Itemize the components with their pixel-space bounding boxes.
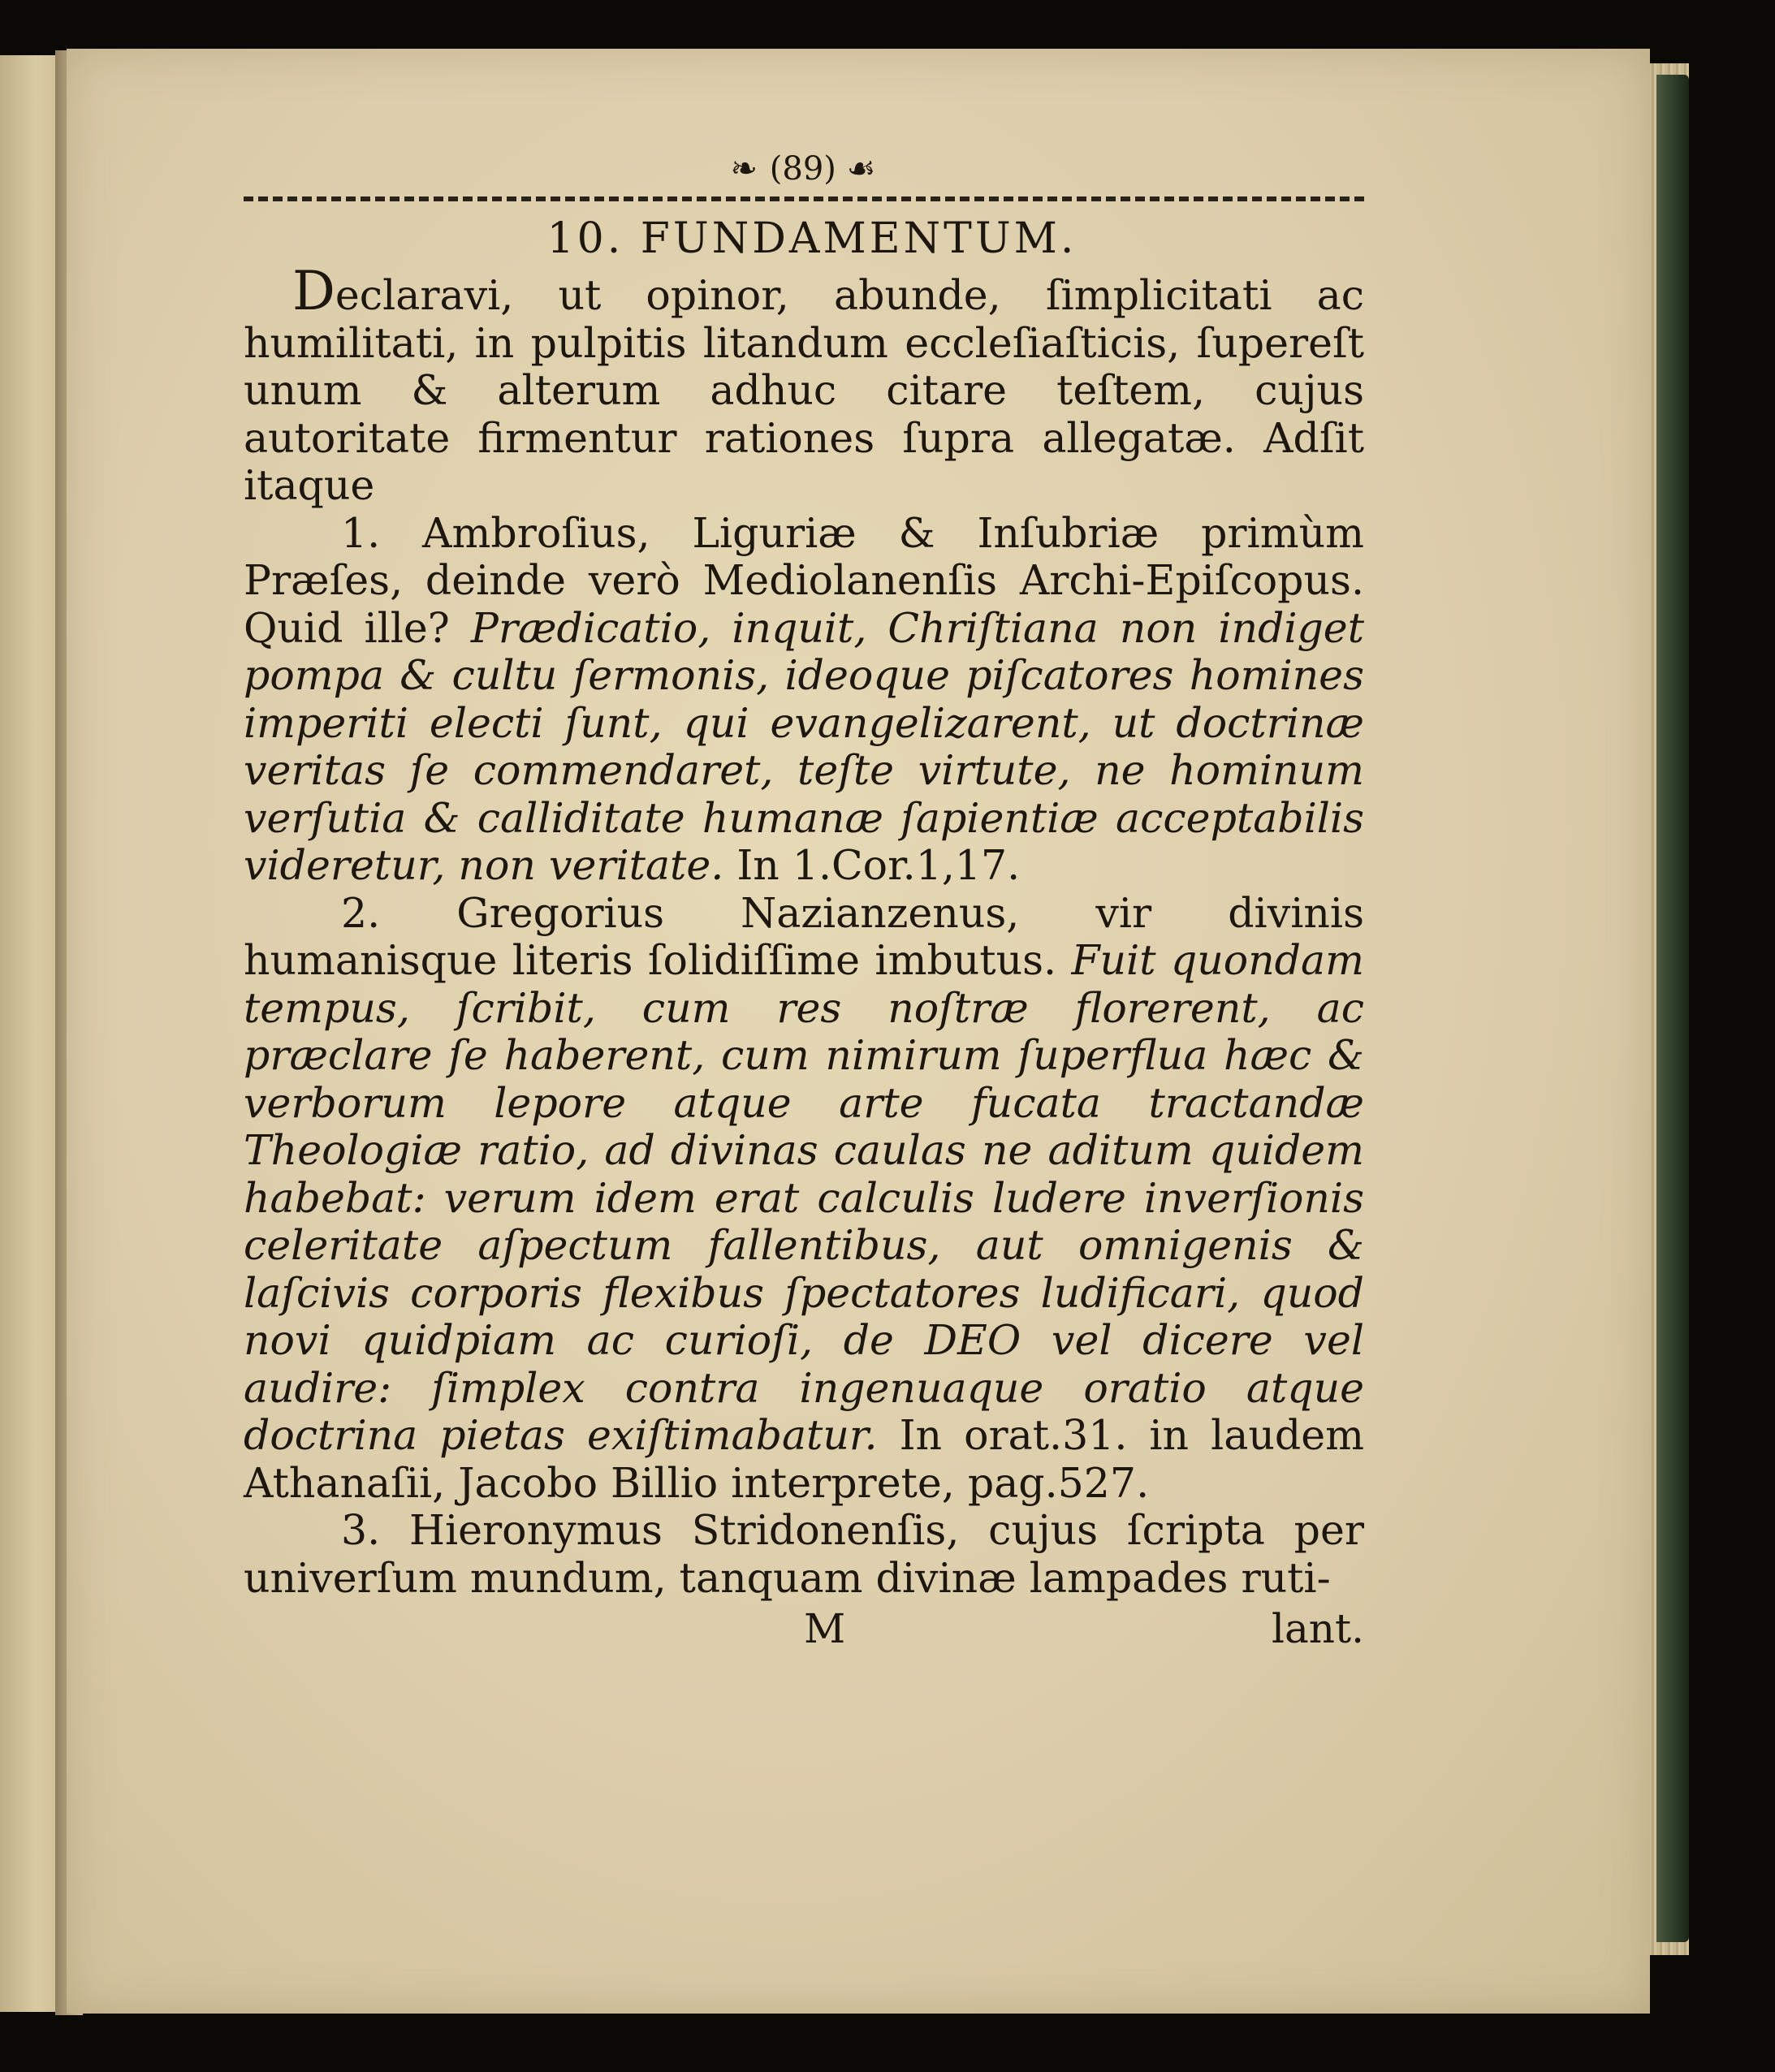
- gregorius-quote: Fuit quondam tempus, ſcribit, cum res noſtræ florerent, ac præclare ſe haberent, cum nimirum ſuperflua hæc & verborum lepore atque arte fucata tractandæ Theologiæ ratio, ad divinas caulas ne aditum quidem habebat: verum idem erat calculis ludere inverſionis celeritate aſpectum fallentibus, aut omnigenis & laſcivis corporis flexibus ſpectatores ludificari, quod novi quidpiam ac curioſi, de DEO vel dicere vel audire: ſimplex contra ingenuaque oratio atque doctrina pietas exiſtimabatur.: [244, 936, 1364, 1459]
- testimony-gregorius: [244, 890, 1364, 1508]
- page-number: (89): [769, 150, 836, 188]
- ambrosius-quote: Prædicatio, inquit, Chriſtiana non indiget pompa & cultu ſermonis, ideoque piſcatores homines imperiti electi ſunt, qui evangelizarent, ut doctrinæ veritas ſe commendaret, teſte virtute, ne hominum verſutia & calliditate humanæ ſapientiæ acceptabilis videretur, non veritate.: [244, 603, 1364, 889]
- page-content: [244, 146, 1364, 1654]
- ambrosius-lead: 1. Ambroſius, Liguriæ & Inſubriæ primùm Præſes, deinde verò Mediolanenſis Archi-Epiſcopus. Quid ille?: [244, 508, 1364, 652]
- testimony-hieronymus: 3. Hieronymus Stridonenſis, cujus ſcripta per univerſum mundum, tanquam divinæ lampades ruti-: [244, 1506, 1364, 1602]
- gregorius-lead: 2. Gregorius Nazianzenus, vir divinis humanisque literis ſolidiſſime imbutus.: [244, 888, 1364, 984]
- book-cover-edge: [1656, 75, 1689, 1942]
- signature-mark: M: [804, 1605, 846, 1652]
- section-heading: 10. FUNDAMENTUM.: [546, 214, 1078, 263]
- page-footer: [244, 1605, 1364, 1654]
- gregorius-reference: In orat.31. in laudem Athanaſii, Jacobo Billio interprete, pag.527.: [244, 1411, 1364, 1507]
- testimony-ambrosius: [244, 510, 1364, 890]
- left-ornament-icon: ❧: [730, 150, 760, 188]
- header-rule: [244, 196, 1364, 201]
- right-ornament-icon: ☙: [846, 150, 878, 188]
- ambrosius-reference: In 1.Cor.1,17.: [723, 841, 1021, 889]
- catchword: lant.: [1272, 1605, 1364, 1652]
- intro-paragraph: Declaravi, ut opinor, abunde, ſimplicitati ac humilitati, in pulpitis litandum eccleſiaſticis, ſupereſt unum & alterum adhuc citare teſtem, cujus autoritate firmentur rationes ſupra allegatæ. Adſit itaque: [244, 260, 1364, 509]
- running-header: [244, 146, 1364, 192]
